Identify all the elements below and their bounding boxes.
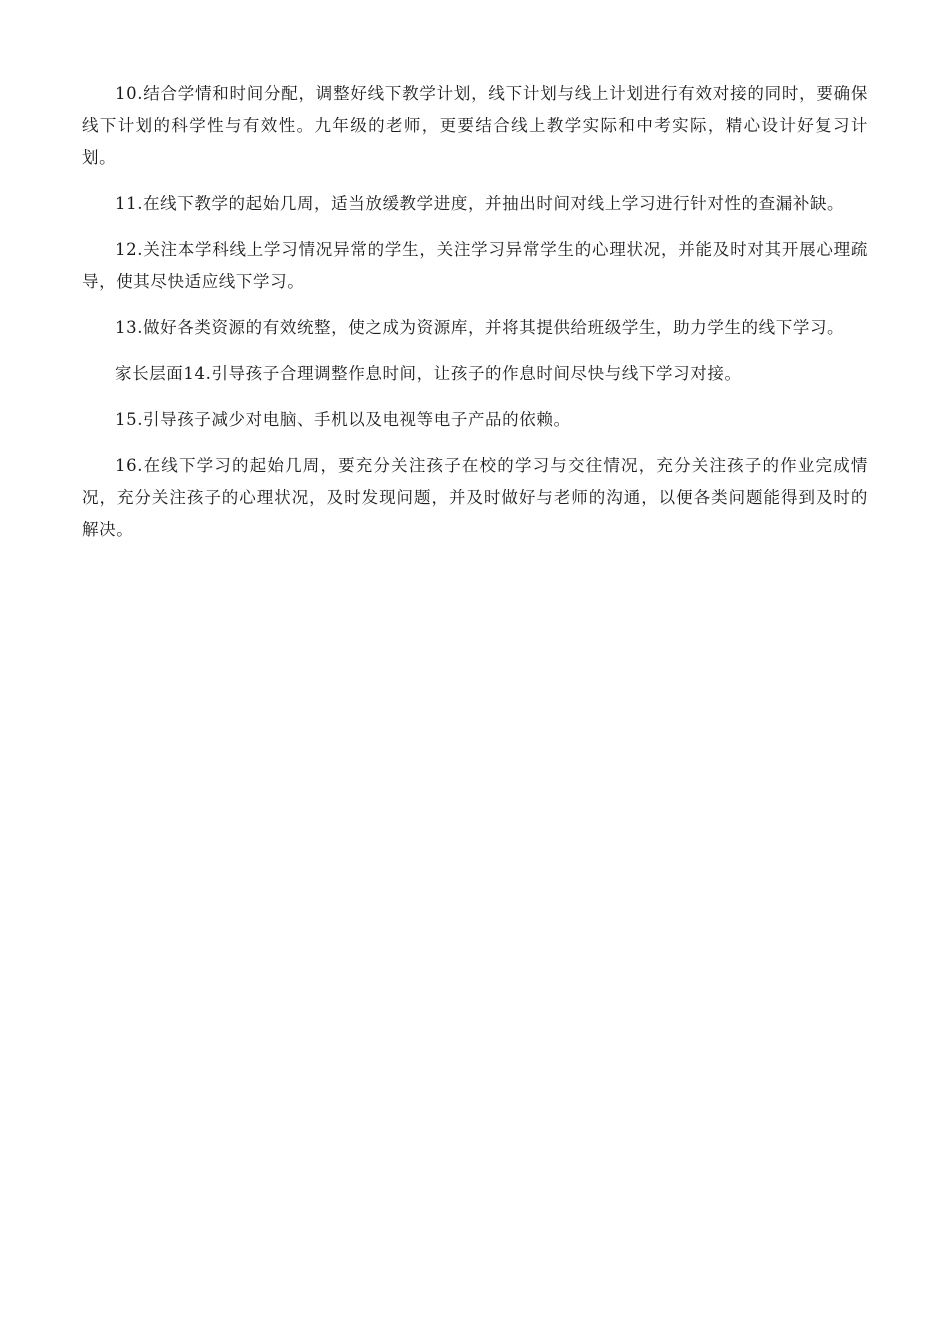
paragraph-14: 家长层面14.引导孩子合理调整作息时间，让孩子的作息时间尽快与线下学习对接。: [115, 364, 742, 383]
paragraph-15: 15.引导孩子减少对电脑、手机以及电视等电子产品的依赖。: [115, 410, 571, 429]
paragraph-13: 13.做好各类资源的有效统整，使之成为资源库，并将其提供给班级学生，助力学生的线下学习。: [115, 318, 845, 337]
document-body: [82, 78, 868, 560]
paragraph-11: 11.在线下教学的起始几周，适当放缓教学进度，并抽出时间对线上学习进行针对性的查漏补缺。: [115, 194, 845, 213]
paragraph-16: 16.在线下学习的起始几周，要充分关注孩子在校的学习与交往情况，充分关注孩子的作业完成情况，充分关注孩子的心理状况，及时发现问题，并及时做好与老师的沟通，以便各类问题能得到及时的解决。: [82, 456, 868, 539]
paragraph-12: 12.关注本学科线上学习情况异常的学生，关注学习异常学生的心理状况，并能及时对其开展心理疏导，使其尽快适应线下学习。: [82, 240, 868, 291]
paragraph-10: 10.结合学情和时间分配，调整好线下教学计划，线下计划与线上计划进行有效对接的同时，要确保线下计划的科学性与有效性。九年级的老师，更要结合线上教学实际和中考实际，精心设计好复习计划。: [82, 84, 868, 167]
